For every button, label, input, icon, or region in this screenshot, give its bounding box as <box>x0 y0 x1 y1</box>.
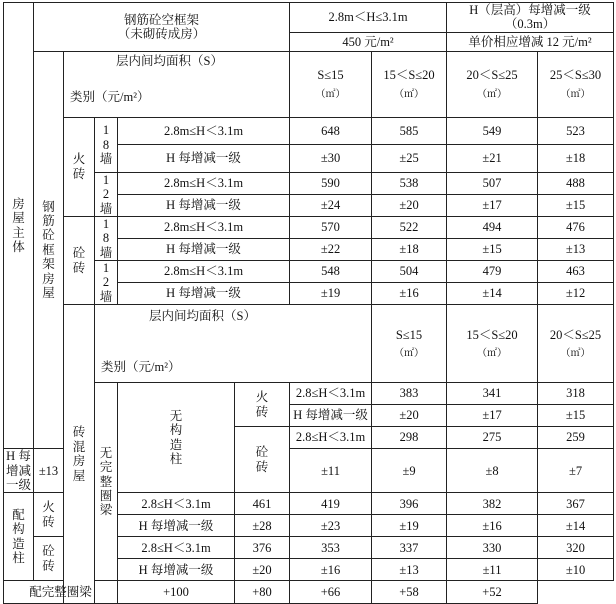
table-cell <box>538 515 614 537</box>
table-cell <box>447 144 538 172</box>
cell-value: 463 <box>566 264 585 279</box>
masonry-material-1-0 <box>34 493 64 537</box>
masonry-bin-1 <box>447 305 538 383</box>
table-cell <box>235 537 290 559</box>
row-label-text: 2.8m≤H＜3.1m <box>163 264 244 279</box>
masonry-header-corner <box>95 305 372 383</box>
table-cell <box>235 559 290 581</box>
table-cell-text: ±28 <box>252 518 272 533</box>
table-cell-text: 330 <box>482 540 502 555</box>
frame-wall-1-1 <box>95 261 118 305</box>
frame-material-1 <box>64 216 95 304</box>
table-cell-text: 396 <box>399 496 419 511</box>
table-cell <box>372 405 447 427</box>
table-cell <box>447 515 538 537</box>
masonry-bin-1-text: 15＜S≤20 <box>466 327 518 342</box>
table-cell-text: 298 <box>399 430 419 445</box>
frame-material-1-text: 砼 砖 <box>72 246 86 275</box>
table-cell <box>447 427 538 449</box>
height-rule-cell <box>447 3 614 33</box>
row-label-text: H 每增减一级 <box>166 151 241 166</box>
cell-value: 538 <box>399 176 419 191</box>
table-cell <box>447 581 538 604</box>
table-cell <box>372 216 447 238</box>
frame-unit-0: （㎡） <box>315 88 346 100</box>
table-cell-text: ±15 <box>565 408 586 423</box>
row-label-text: 2.8≤H＜3.1m <box>295 386 366 401</box>
table-cell-text: 320 <box>566 540 585 555</box>
full-beam-label-text: 配完整圈梁 <box>29 585 92 600</box>
cell-value: 590 <box>321 176 340 191</box>
cell-value: ±30 <box>320 151 341 166</box>
table-cell-text: 259 <box>566 430 585 445</box>
masonry-house-label <box>64 305 95 604</box>
table-cell-text: 318 <box>566 386 585 401</box>
cell-value: 648 <box>321 123 340 138</box>
frame-wall-0-1-text: 1 2 墙 <box>99 172 113 216</box>
frame-unit-3: （㎡） <box>560 88 591 100</box>
table-cell <box>447 405 538 427</box>
table-cell <box>538 449 614 493</box>
table-cell <box>290 537 372 559</box>
table-cell <box>290 117 372 144</box>
table-cell-text: +66 <box>320 585 341 600</box>
table-cell <box>447 172 538 194</box>
table-cell-text: ±11 <box>482 562 502 577</box>
cell-value: 522 <box>399 220 419 235</box>
row-label-text: H 每增减一级 <box>166 286 241 301</box>
cell-value: 549 <box>482 123 502 138</box>
table-cell-text: 353 <box>321 540 340 555</box>
table-cell <box>372 427 447 449</box>
cell-value: 585 <box>399 123 419 138</box>
table-cell-text: ±20 <box>399 408 419 423</box>
table-cell-text: 419 <box>321 496 340 511</box>
table-cell-text: ±9 <box>402 463 416 478</box>
beam-group-label <box>95 383 118 581</box>
table-cell <box>290 283 372 305</box>
frame-bin-2 <box>447 51 538 117</box>
cell-value: 548 <box>321 264 340 279</box>
table-cell <box>372 144 447 172</box>
frame-bin-3 <box>538 51 614 117</box>
column-group-0-text: 无 构 造 柱 <box>169 408 183 467</box>
price-rule-cell <box>447 32 614 51</box>
table-cell <box>447 537 538 559</box>
table-cell-text: ±16 <box>482 518 502 533</box>
frame-category-label: 类别（元/m²） <box>70 90 150 105</box>
table-cell <box>447 194 538 216</box>
table-cell-text: 382 <box>482 496 502 511</box>
column-group-0 <box>118 383 235 493</box>
masonry-material-1-1 <box>34 537 64 581</box>
table-cell-text: ±11 <box>321 463 340 478</box>
price-table <box>3 2 614 604</box>
row-label <box>118 493 235 515</box>
table-cell <box>118 581 235 604</box>
cell-value: ±15 <box>565 198 586 213</box>
row-label-text: H 每增减一级 <box>6 449 32 492</box>
table-cell <box>290 238 372 260</box>
table-cell <box>538 493 614 515</box>
table-cell-text: +58 <box>399 585 419 600</box>
masonry-material-0-0-text: 火 砖 <box>255 390 269 419</box>
cell-value: 523 <box>566 123 585 138</box>
table-cell <box>538 216 614 238</box>
table-cell <box>372 559 447 581</box>
row-label-text: H 每增减一级 <box>166 198 241 213</box>
table-cell-text: 367 <box>566 496 585 511</box>
table-cell <box>538 261 614 283</box>
table-cell-text: 337 <box>399 540 419 555</box>
row-label <box>118 515 235 537</box>
frame-unit-2: （㎡） <box>477 88 508 100</box>
frame-bin-0 <box>290 51 372 117</box>
table-cell-text: ±20 <box>252 562 272 577</box>
table-cell <box>372 581 447 604</box>
frame-bin-1-text: 15＜S≤20 <box>383 68 435 83</box>
cell-value: 507 <box>482 176 502 191</box>
cell-value: ±25 <box>399 151 419 166</box>
masonry-category-label: 类别（元/m²） <box>101 359 181 374</box>
masonry-bin-0-text: S≤15 <box>395 327 423 342</box>
frame-unit-1: （㎡） <box>394 88 425 100</box>
frame-house-label-text: 钢 筋 砼 框 架 房 屋 <box>42 199 55 300</box>
table-cell <box>372 172 447 194</box>
row-label-text: 2.8m≤H＜3.1m <box>163 123 244 138</box>
table-cell <box>447 216 538 238</box>
row-label <box>118 261 290 283</box>
frame-wall-0-1 <box>95 172 118 216</box>
table-cell <box>447 383 538 405</box>
cell-value: ±20 <box>399 198 419 213</box>
table-cell-text: ±7 <box>568 463 583 478</box>
cell-value: 488 <box>566 176 585 191</box>
frame-material-0-text: 火 砖 <box>72 152 86 181</box>
row-label-text: 2.8≤H＜3.1m <box>295 430 366 445</box>
base-price: 450 元/m² <box>342 34 394 49</box>
cell-value: ±18 <box>565 151 586 166</box>
row-label <box>118 559 235 581</box>
row-label <box>118 194 290 216</box>
row-label <box>118 283 290 305</box>
cell-value: ±15 <box>482 242 502 257</box>
table-cell <box>538 172 614 194</box>
row-label-text: H 每增减一级 <box>138 518 214 533</box>
frame-wall-0-0-text: 1 8 墙 <box>99 123 113 166</box>
cell-value: ±13 <box>565 242 586 257</box>
row-label-text: H 每增减一级 <box>293 408 368 423</box>
table-cell <box>372 117 447 144</box>
row-label <box>290 427 372 449</box>
table-cell <box>372 515 447 537</box>
table-cell <box>290 261 372 283</box>
table-cell <box>34 449 64 493</box>
row-label-text: 2.8≤H＜3.1m <box>141 540 211 555</box>
masonry-material-0-1 <box>235 427 290 493</box>
table-cell-text: 383 <box>399 386 419 401</box>
masonry-area-label: 层内间均面积（S） <box>149 309 256 324</box>
base-price-cell <box>290 32 447 51</box>
table-cell <box>447 493 538 515</box>
table-cell <box>538 117 614 144</box>
table-cell <box>447 449 538 493</box>
table-cell <box>447 117 538 144</box>
cell-value: ±21 <box>482 151 502 166</box>
table-cell-text: +80 <box>252 585 272 600</box>
table-cell <box>538 559 614 581</box>
row-label <box>118 117 290 144</box>
frame-header-corner <box>64 51 290 117</box>
row-label-text: 2.8m≤H＜3.1m <box>163 176 244 191</box>
table-cell <box>372 238 447 260</box>
table-cell-text: ±10 <box>565 562 586 577</box>
table-cell <box>290 581 372 604</box>
table-cell <box>290 194 372 216</box>
row-label <box>4 449 34 493</box>
frame-wall-0-0 <box>95 117 118 172</box>
masonry-material-0-0 <box>235 383 290 427</box>
row-label-text: H 每增减一级 <box>138 562 214 577</box>
cell-value: ±18 <box>399 242 419 257</box>
table-cell <box>290 449 372 493</box>
frame-house-label <box>34 51 64 448</box>
cell-value: ±19 <box>320 286 341 301</box>
masonry-unit-1: （㎡） <box>477 348 508 360</box>
table-cell <box>372 493 447 515</box>
table-cell <box>538 283 614 305</box>
masonry-material-1-0-text: 火 砖 <box>42 500 55 529</box>
table-cell <box>538 537 614 559</box>
table-cell-text: ±13 <box>399 562 419 577</box>
table-cell <box>290 493 372 515</box>
cell-value: 494 <box>482 220 502 235</box>
masonry-material-0-1-text: 砼 砖 <box>255 445 269 474</box>
table-cell <box>290 515 372 537</box>
table-cell <box>447 283 538 305</box>
masonry-house-label-text: 砖 混 房 屋 <box>72 425 86 483</box>
table-cell <box>372 383 447 405</box>
frame-bin-2-text: 20＜S≤25 <box>466 68 518 83</box>
table-cell-text: ±13 <box>38 463 59 478</box>
table-cell <box>372 261 447 283</box>
cell-value: ±24 <box>320 198 341 213</box>
table-cell <box>372 449 447 493</box>
masonry-unit-2: （㎡） <box>560 348 591 360</box>
table-cell-text: ±14 <box>565 518 586 533</box>
table-cell <box>538 194 614 216</box>
frame-area-label: 层内间均面积（S） <box>116 53 223 68</box>
row-label-text: 2.8≤H＜3.1m <box>141 496 211 511</box>
cell-value: ±17 <box>482 198 502 213</box>
table-cell <box>290 144 372 172</box>
row-label-text: 2.8m≤H＜3.1m <box>163 220 244 235</box>
cell-value: 504 <box>399 264 419 279</box>
beam-group-label-text: 无 完 整 圈 梁 <box>99 445 113 518</box>
row-label <box>118 238 290 260</box>
table-cell-text: +100 <box>163 585 189 600</box>
table-cell-text: ±19 <box>399 518 419 533</box>
table-cell <box>447 559 538 581</box>
masonry-material-1-1-text: 砼 砖 <box>42 544 55 573</box>
cell-value: 479 <box>482 264 502 279</box>
full-beam-label <box>4 581 118 604</box>
row-label <box>118 144 290 172</box>
table-cell-text: 341 <box>482 386 502 401</box>
frame-material-0 <box>64 117 95 216</box>
table-cell-text: ±16 <box>320 562 341 577</box>
price-rule: 单价相应增减 12 元/m² <box>468 34 592 49</box>
table-cell <box>372 537 447 559</box>
table-cell <box>538 238 614 260</box>
main-body-label <box>4 3 34 449</box>
frame-wall-1-0 <box>95 216 118 260</box>
cell-value: ±14 <box>482 286 502 301</box>
frame-bin-3-text: 25＜S≤30 <box>549 68 602 83</box>
masonry-bin-2-text: 20＜S≤25 <box>549 327 602 342</box>
masonry-unit-0: （㎡） <box>394 348 425 360</box>
frame-wall-1-1-text: 1 2 墙 <box>99 261 113 304</box>
table-cell <box>290 559 372 581</box>
column-group-1-text: 配 构 造 柱 <box>12 508 25 566</box>
table-cell <box>235 493 290 515</box>
table-cell <box>372 283 447 305</box>
frame-wall-1-0-text: 1 8 墙 <box>99 216 113 260</box>
row-label <box>290 383 372 405</box>
table-cell-text: ±17 <box>482 408 502 423</box>
struct-title-cell <box>34 3 290 52</box>
table-cell-text: 275 <box>482 430 502 445</box>
table-cell <box>538 427 614 449</box>
height-range-cell <box>290 3 447 33</box>
table-cell <box>538 405 614 427</box>
row-label-text: H 每增减一级 <box>166 242 241 257</box>
height-range: 2.8m＜H≤3.1m <box>328 10 408 25</box>
masonry-bin-0 <box>372 305 447 383</box>
table-cell <box>235 581 290 604</box>
table-cell <box>290 216 372 238</box>
table-cell-text: ±23 <box>320 518 341 533</box>
table-cell <box>290 172 372 194</box>
table-cell <box>538 144 614 172</box>
table-cell <box>447 261 538 283</box>
row-label <box>118 216 290 238</box>
table-cell <box>235 515 290 537</box>
cell-value: 476 <box>566 220 585 235</box>
table-cell-text: 376 <box>252 540 272 555</box>
table-cell <box>372 194 447 216</box>
cell-value: 570 <box>321 220 340 235</box>
struct-title: 钢筋砼空框架 <box>124 12 200 27</box>
column-group-1 <box>4 493 34 581</box>
cell-value: ±12 <box>565 286 586 301</box>
masonry-bin-2 <box>538 305 614 383</box>
struct-note: （未砌砖成房） <box>117 26 206 41</box>
cell-value: ±16 <box>399 286 419 301</box>
row-label <box>290 405 372 427</box>
frame-bin-0-text: S≤15 <box>317 68 344 83</box>
frame-bin-1 <box>372 51 447 117</box>
table-cell <box>447 238 538 260</box>
row-label <box>118 537 235 559</box>
table-cell <box>538 383 614 405</box>
table-cell-text: ±8 <box>485 463 499 478</box>
height-rule: H（层高）每增减一级（0.3m） <box>469 3 591 32</box>
table-cell-text: 461 <box>252 496 272 511</box>
cell-value: ±22 <box>320 242 341 257</box>
main-body-label-text: 房 屋 主 体 <box>12 196 25 254</box>
table-cell-text: +52 <box>482 585 502 600</box>
row-label <box>118 172 290 194</box>
